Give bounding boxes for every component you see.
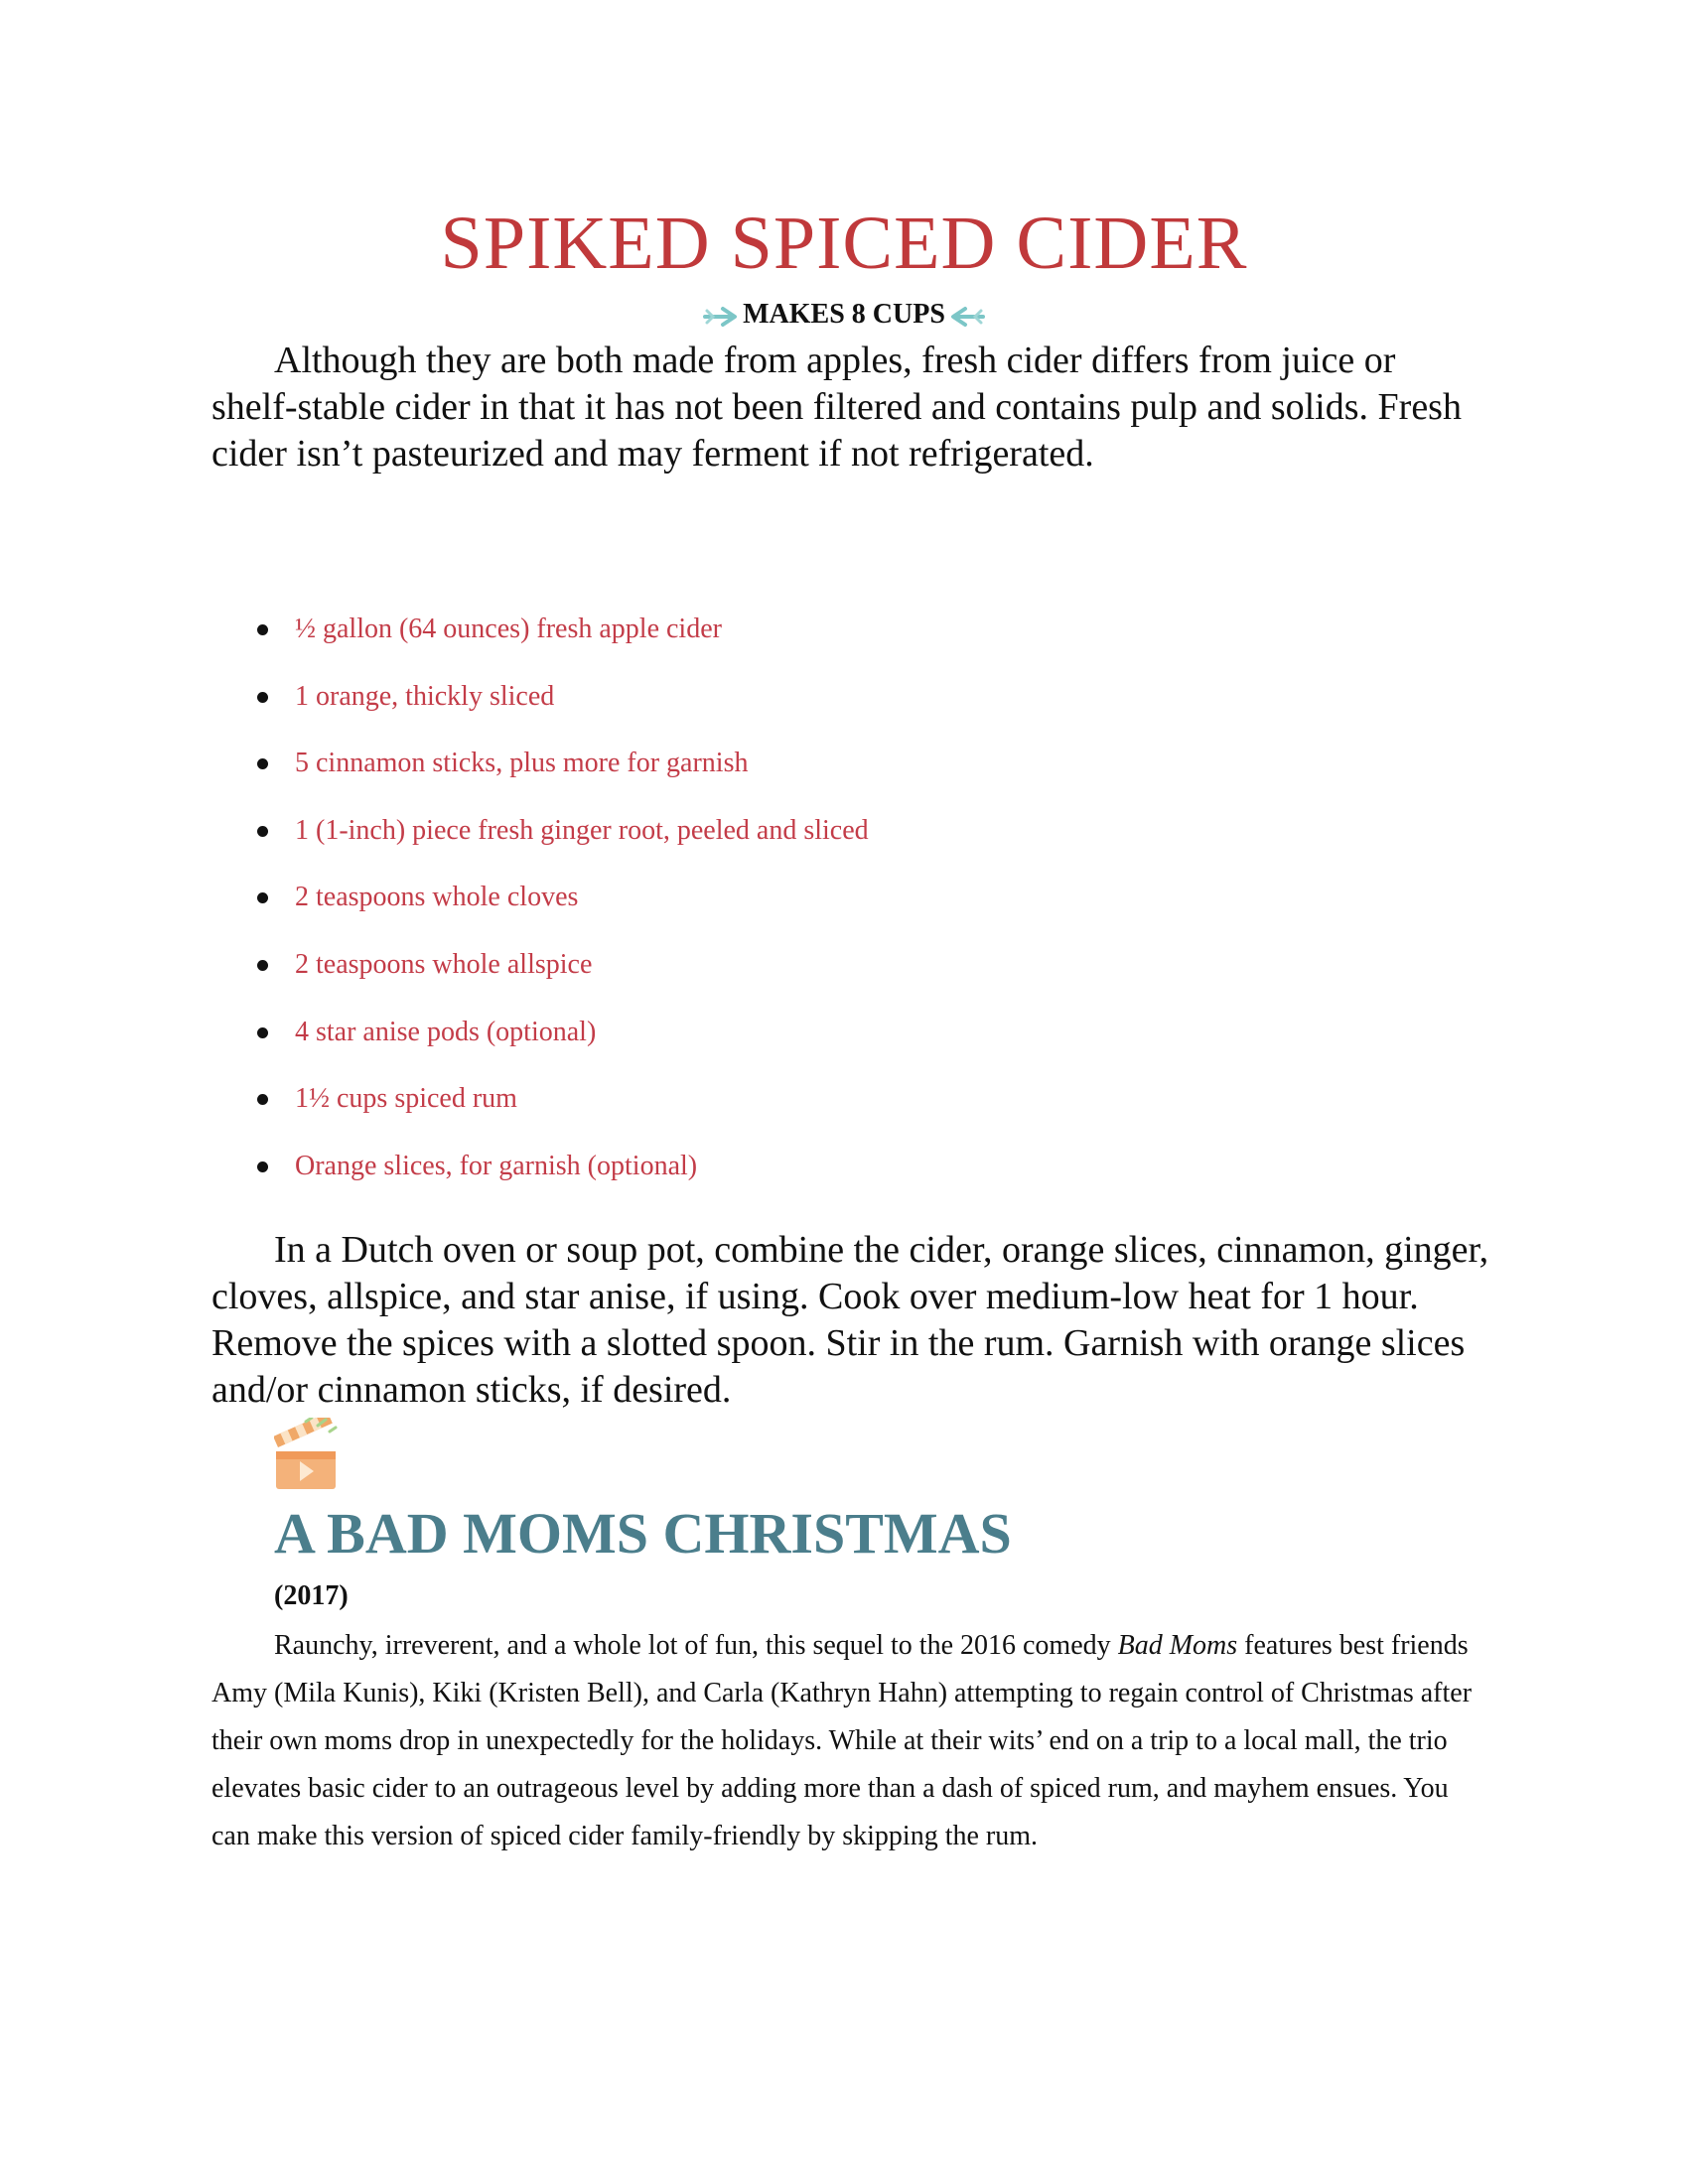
arrow-right-icon [703, 305, 739, 329]
movie-description-text: features best friends Amy (Mila Kunis), Kiki (Kristen Bell), and Carla (Kathryn Hahn) attempting to regain control of Christmas after their own moms drop in unexpectedly for the holidays. While at their wits’ end on a trip to a local mall, the trio elevates basic cider to an outrageous level by adding more than a dash of spiced rum, and mayhem ensues. You can make this version of spiced cider family-friendly by skipping the rum. [211, 1630, 1473, 1851]
ingredient-text: 1½ cups spiced rum [295, 1083, 517, 1115]
recipe-directions: In a Dutch oven or soup pot, combine the cider, orange slices, cinnamon, ginger, cloves, allspice, and star anise, if using. Cook over medium-low heat for 1 hour. Remove the spices with a slotted spoon. Stir in the rum. Garnish with orange slices and/or cinnamon sticks, if desired. [211, 1229, 1489, 1411]
movie-year: (2017) [274, 1580, 349, 1611]
bullet-icon [257, 892, 268, 903]
bullet-icon [257, 826, 268, 837]
bullet-icon [257, 692, 268, 703]
ingredient-text: 4 star anise pods (optional) [295, 1016, 597, 1047]
ingredient-text: Orange slices, for garnish (optional) [295, 1150, 698, 1181]
list-item [211, 1145, 1304, 1212]
bullet-icon [257, 758, 268, 769]
movie-title: A BAD MOMS CHRISTMAS [274, 1501, 1012, 1566]
arrow-left-icon [949, 305, 985, 329]
list-item [211, 608, 1304, 675]
movie-description [211, 1622, 1492, 1860]
ingredient-list [211, 608, 1304, 1211]
list-item [211, 675, 1304, 743]
ingredient-text: 1 (1-inch) piece fresh ginger root, peeled and sliced [295, 814, 869, 846]
movie-description-text: Raunchy, irreverent, and a whole lot of fun, this sequel to the 2016 comedy [274, 1630, 1118, 1661]
ingredient-text: 2 teaspoons whole allspice [295, 948, 593, 980]
list-item [211, 1077, 1304, 1145]
recipe-yield [0, 296, 1688, 334]
ingredient-text: 1 orange, thickly sliced [295, 680, 555, 712]
list-item [211, 809, 1304, 877]
recipe-intro: Although they are both made from apples, fresh cider differs from juice or shelf-stable cider in that it has not been filtered and contains pulp and solids. Fresh cider isn’t pasteurized and may ferment if not refrigerated. [211, 340, 1462, 475]
yield-text: MAKES 8 CUPS [743, 299, 945, 330]
bullet-icon [257, 1027, 268, 1038]
movie-reference: Bad Moms [1117, 1630, 1238, 1661]
list-item [211, 742, 1304, 809]
bullet-icon [257, 960, 268, 971]
ingredient-text: 5 cinnamon sticks, plus more for garnish [295, 748, 749, 779]
list-item [211, 1011, 1304, 1078]
ingredient-text: 2 teaspoons whole cloves [295, 882, 579, 913]
clapperboard-icon [274, 1418, 340, 1493]
list-item [211, 876, 1304, 943]
bullet-icon [257, 1094, 268, 1105]
bullet-icon [257, 1161, 268, 1172]
ingredient-text: ½ gallon (64 ounces) fresh apple cider [295, 614, 722, 644]
bullet-icon [257, 624, 268, 635]
recipe-title: SPIKED SPICED CIDER [440, 202, 1248, 285]
list-item [211, 943, 1304, 1011]
